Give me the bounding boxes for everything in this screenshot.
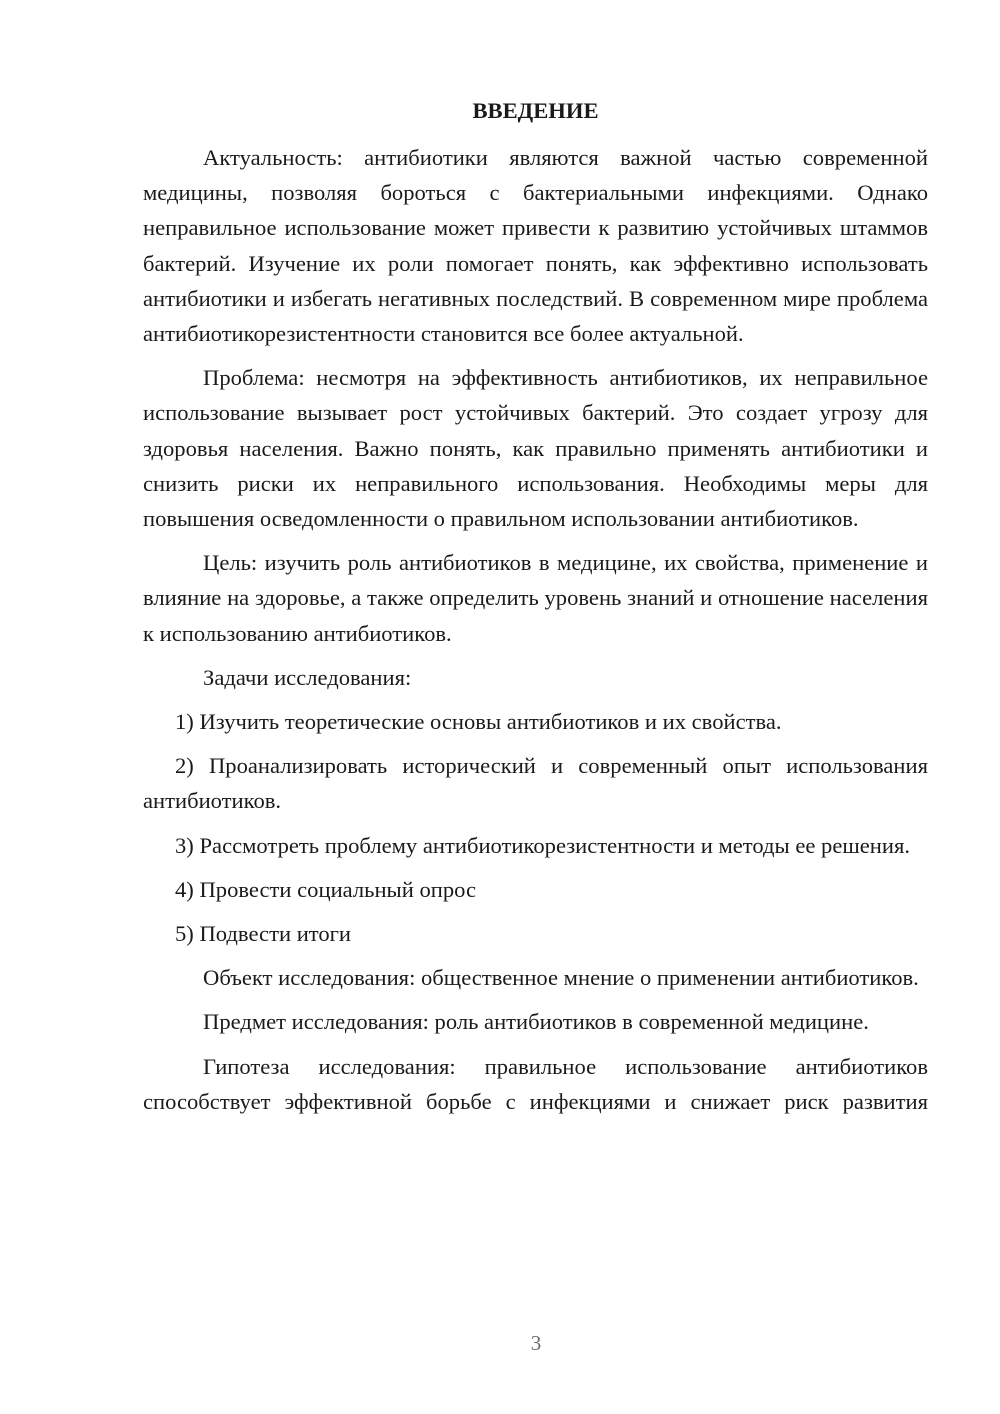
task-item-5: 5) Подвести итоги [175,921,352,947]
page-number: 3 [530,1331,542,1355]
task-item-4: 4) Провести социальный опрос [175,876,477,902]
paragraph-relevance: Актуальность: антибиотики являются важной частью современной медицины, позволяя бороться с бактериальными инфекциями. Однако неправильное использование может привести к развитию устойчивых штаммов бактерий. Изучение их роли помогает понять, как эффективно использовать антибиотики и избегать негативных последствий. В современном мире проблема антибиотикорезистентности становится все более актуальной. [143,145,928,347]
paragraph-tasks-heading: Задачи исследования: [203,664,412,690]
task-item-1: 1) Изучить теоретические основы антибиотиков и их свойства. [175,709,782,735]
section-heading: ВВЕДЕНИЕ [472,98,599,123]
paragraph-problem: Проблема: несмотря на эффективность антибиотиков, их неправильное использование вызывает рост устойчивых бактерий. Это создает угрозу для здоровья населения. Важно понять, как правильно применять антибиотики и снизить риски их неправильного использования. Необходимы меры для повышения осведомленности о правильном использовании антибиотиков. [143,365,928,532]
task-item-2: 2) Проанализировать исторический и современный опыт использования антибиотиков. [143,753,928,814]
paragraph-subject: Предмет исследования: роль антибиотиков в современной медицине. [203,1009,869,1035]
paragraph-goal: Цель: изучить роль антибиотиков в медицине, их свойства, применение и влияние на здоровье, а также определить уровень знаний и отношение населения к использованию антибиотиков. [143,550,928,646]
paragraph-hypothesis: Гипотеза исследования: правильное использование антибиотиков способствует эффективной борьбе с инфекциями и снижает риск развития [143,1053,928,1114]
task-item-3: 3) Рассмотреть проблему антибиотикорезистентности и методы ее решения. [175,832,911,858]
document-body [143,93,928,1119]
paragraph-object: Объект исследования: общественное мнение о применении антибиотиков. [203,965,919,991]
